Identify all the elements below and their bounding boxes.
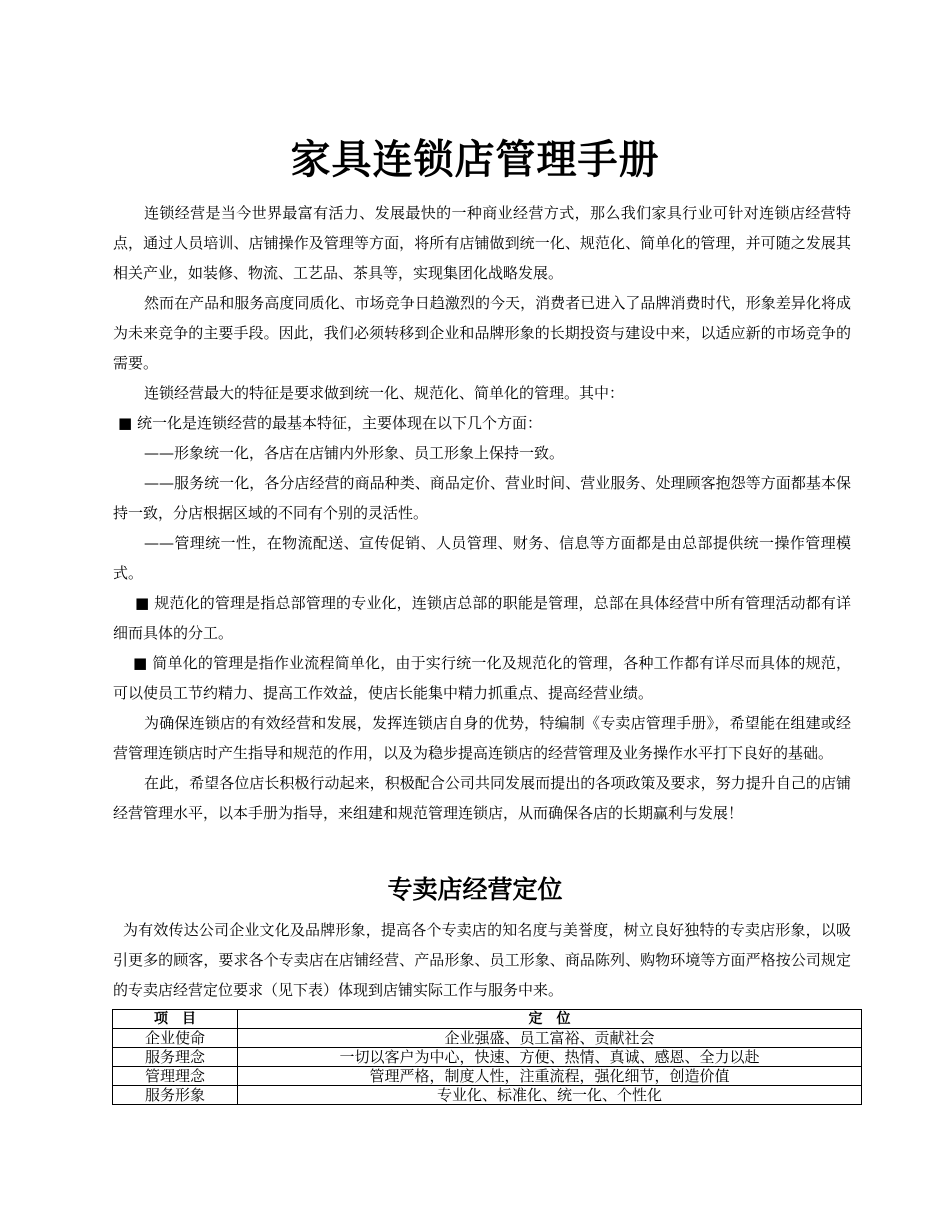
bullet-paragraph: ■ 简单化的管理是指作业流程简单化，由于实行统一化及规范化的管理，各种工作都有详尽而具体的规范，可以使员工节约精力、提高工作效益，使店长能集中精力抓重点、提高经营业绩。 bbox=[113, 654, 851, 702]
table-header-cell: 定 位 bbox=[238, 1010, 862, 1029]
table-header-cell: 项 目 bbox=[113, 1010, 238, 1029]
dash-item: ——服务统一化，各分店经营的商品种类、商品定价、营业时间、营业服务、处理顾客抱怨等方面都基本保持一致，分店根据区域的不同有个别的灵活性。 bbox=[113, 474, 851, 522]
paragraph: 连锁经营最大的特征是要求做到统一化、规范化、简单化的管理。其中： bbox=[144, 384, 625, 402]
table-cell-item: 服务理念 bbox=[113, 1048, 238, 1067]
body-text bbox=[113, 198, 851, 828]
table-row bbox=[113, 1067, 862, 1086]
table-row bbox=[113, 1029, 862, 1048]
bullet-paragraph: ■ 统一化是连锁经营的最基本特征，主要体现在以下几个方面： bbox=[118, 414, 542, 432]
table-row bbox=[113, 1048, 862, 1067]
table-cell-item: 管理理念 bbox=[113, 1067, 238, 1086]
table-cell-position: 一切以客户为中心，快速、方便、热情、真诚、感恩、全力以赴 bbox=[238, 1048, 862, 1067]
table-cell-position: 企业强盛、员工富裕、贡献社会 bbox=[238, 1029, 862, 1048]
bullet-paragraph: ■ 规范化的管理是指总部管理的专业化，连锁店总部的职能是管理，总部在具体经营中所有管理活动都有详细而具体的分工。 bbox=[113, 594, 851, 642]
document-title: 家具连锁店管理手册 bbox=[290, 137, 660, 183]
table-cell-position: 管理严格，制度人性，注重流程，强化细节，创造价值 bbox=[238, 1067, 862, 1086]
section-intro: 为有效传达公司企业文化及品牌形象，提高各个专卖店的知名度与美誉度，树立良好独特的专卖店形象，以吸引更多的顾客，要求各个专卖店在店铺经营、产品形象、员工形象、商品陈列、购物环境等方面严格按公司规定的专卖店经营定位要求（见下表）体现到店铺实际工作与服务中来。 bbox=[113, 921, 851, 999]
paragraph: 为确保连锁店的有效经营和发展，发挥连锁店自身的优势，特编制《专卖店管理手册》，希望能在组建或经营管理连锁店时产生指导和规范的作用，以及为稳步提高连锁店的经营管理及业务操作水平打下良好的基础。 bbox=[113, 714, 851, 762]
table-header-row bbox=[113, 1010, 862, 1029]
paragraph: 在此，希望各位店长积极行动起来，积极配合公司共同发展而提出的各项政策及要求，努力提升自己的店铺经营管理水平，以本手册为指导，来组建和规范管理连锁店，从而确保各店的长期赢利与发展！ bbox=[113, 774, 851, 822]
table-row bbox=[113, 1086, 862, 1105]
table-cell-item: 服务形象 bbox=[113, 1086, 238, 1105]
table-cell-item: 企业使命 bbox=[113, 1029, 238, 1048]
table-cell-position: 专业化、标准化、统一化、个性化 bbox=[238, 1086, 862, 1105]
paragraph: 然而在产品和服务高度同质化、市场竞争日趋激烈的今天，消费者已进入了品牌消费时代，形象差异化将成为未来竞争的主要手段。因此，我们必须转移到企业和品牌形象的长期投资与建设中来，以适应新的市场竞争的需要。 bbox=[113, 294, 851, 372]
dash-item: ——形象统一化，各店在店铺内外形象、员工形象上保持一致。 bbox=[144, 444, 565, 462]
positioning-table bbox=[112, 1009, 862, 1105]
paragraph: 连锁经营是当今世界最富有活力、发展最快的一种商业经营方式，那么我们家具行业可针对连锁店经营特点，通过人员培训、店铺操作及管理等方面，将所有店铺做到统一化、规范化、简单化的管理，并可随之发展其相关产业，如装修、物流、工艺品、茶具等，实现集团化战略发展。 bbox=[113, 204, 851, 282]
section-heading: 专卖店经营定位 bbox=[387, 875, 563, 904]
dash-item: ——管理统一性，在物流配送、宣传促销、人员管理、财务、信息等方面都是由总部提供统一操作管理模式。 bbox=[113, 534, 851, 582]
